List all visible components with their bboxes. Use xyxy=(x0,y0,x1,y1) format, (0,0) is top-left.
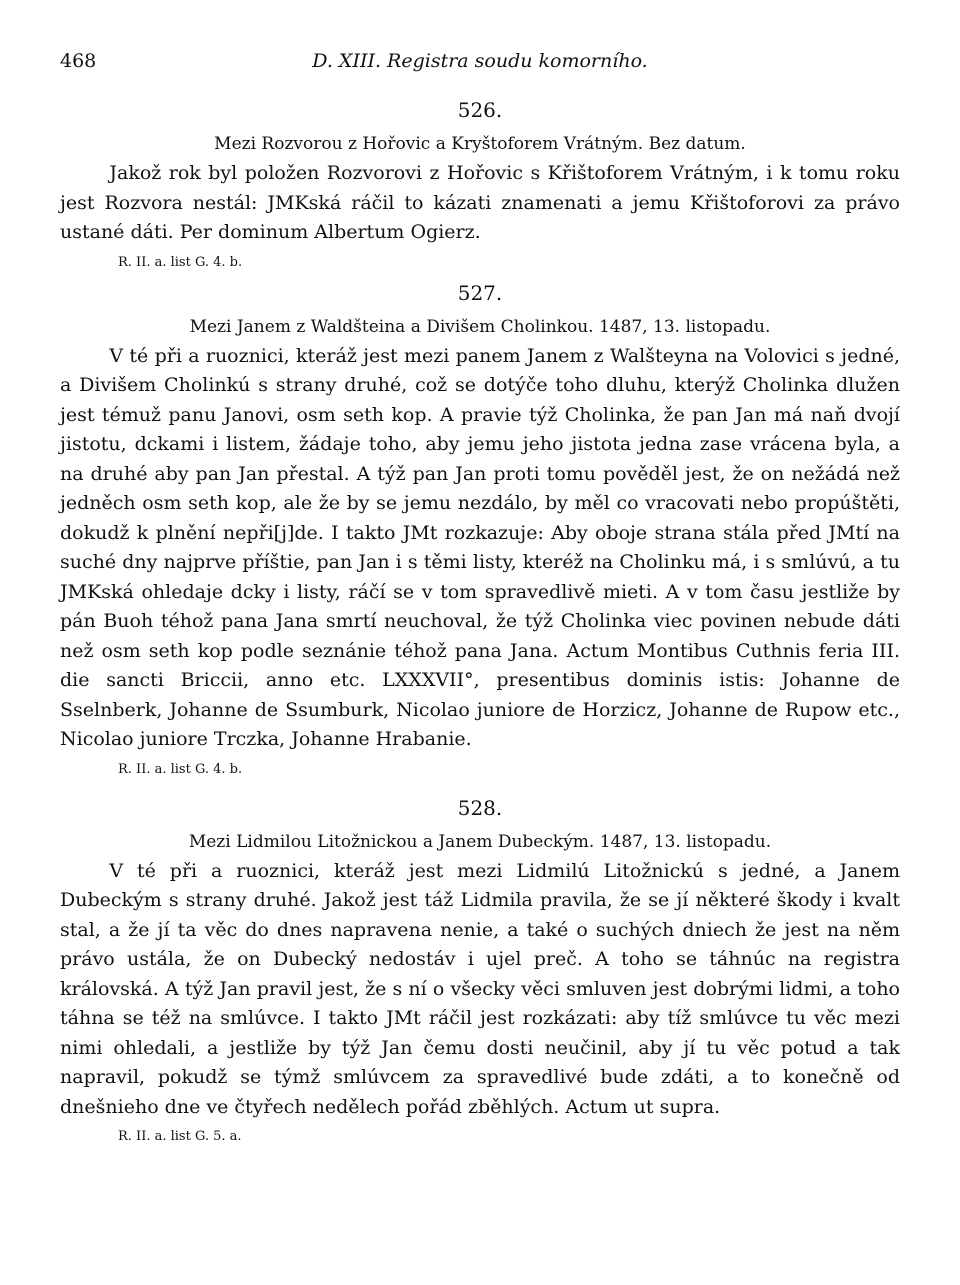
page-number: 468 xyxy=(60,50,97,72)
entry-number: 528. xyxy=(457,795,503,820)
entry-title: Mezi Janem z Waldšteina a Divišem Cholinkou. 1487, 13. listopadu. xyxy=(189,316,771,337)
page-header xyxy=(60,50,900,80)
entry-source: R. II. a. list G. 4. b. xyxy=(118,254,243,270)
entry-number: 526. xyxy=(457,98,503,122)
entry-title: Mezi Lidmilou Litožnickou a Janem Dubeckým. 1487, 13. listopadu. xyxy=(188,831,772,852)
entry-527 xyxy=(60,278,900,781)
entry-title: Mezi Rozvorou z Hořovic a Kryštoforem Vrátným. Bez datum. xyxy=(214,134,746,154)
entry-528 xyxy=(60,793,900,1149)
page-content xyxy=(60,95,900,1148)
entry-number: 527. xyxy=(457,280,503,305)
entry-body: V té při a ruoznici, kteráž jest mezi Lidmilú Litožnickú s jedné, a Janem Dubeckým s strany druhé. Jakož jest táž Lidmila pravila, že se jí některé škody i kvalt stal, a že jí ta věc do dnes napravena nenie, a také o suchých dniech že jest na něm právo ustála, že on Dubecký nedostáv i ujel preč. A toho se táhnúc na registra královská. A týž Jan pravil jest, že s ní o všecky věci smluven jest dobrými lidmi, a toho táhna se též na smlúvce. I takto JMt ráčil jest rozkázati: aby tíž smlúvce tu věc mezi nimi ohledali, a jestliže by týž Jan čemu dosti neučinil, aby jí tu věc potud a tak napravil, pokudž se týmž smlúvcem za spravedlivé bude zdáti, a to konečně od dnešnieho dne ve čtyřech nedělech pořád zběhlých. Actum ut supra. xyxy=(60,859,900,1118)
entry-body: V té při a ruoznici, kteráž jest mezi panem Janem z Walšteyna na Volovici s jedné, a Divišem Cholinkú s strany druhé, což se dotýče toho dluhu, kterýž Cholinka dlužen jest témuž panu Janovi, osm seth kop. A pravie týž Cholinka, že pan Jan má naň dvojí jistotu, dckami i listem, žádaje toho, aby jemu jeho jistota jedna zase vrácena byla, a na druhé aby pan Jan přestal. A týž pan Jan proti tomu pověděl jest, že on nežádá než jedněch osm seth kop, ale že by se jemu nezdálo, by měl co vracovati nebo propúštěti, dokudž k plnění nepři[j]de. I takto JMt rozkazuje: Aby oboje strana stála před JMtí na suché dny najprve příštie, pan Jan i s těmi listy, kteréž na Cholinku má, i s smlúvú, a tu JMKská ohledaje dcky i listy, ráčí se v tom spravedlivě mieti. A v tom času jestliže by pán Buoh téhož pana Jana smrtí neuchoval, že týž Cholinka viec povinen nebude dáti než osm seth kop podle seznánie téhož pana Jana. Actum Montibus Cuthnis feria III. die sancti Briccii, anno etc. LXXXVII°, presentibus dominis istis: Johanne de Sselnberk, Johanne de Ssumburk, Nicolao juniore de Horzicz, Johanne de Rupow etc., Nicolao juniore Trczka, Johanne Hrabanie. xyxy=(60,344,900,750)
entry-source: R. II. a. list G. 4. b. xyxy=(118,761,243,777)
entry-526 xyxy=(60,95,900,274)
running-title: D. XIII. Registra soudu komorního. xyxy=(312,50,648,72)
entry-source: R. II. a. list G. 5. a. xyxy=(118,1129,242,1144)
entry-body: Jakož rok byl položen Rozvorovi z Hořovic s Křištoforem Vrátným, i k tomu roku jest Rozvora nestál: JMKská ráčil to kázati znamenati a jemu Křištoforovi za právo ustané dáti. Per dominum Albertum Ogierz. xyxy=(60,162,900,243)
